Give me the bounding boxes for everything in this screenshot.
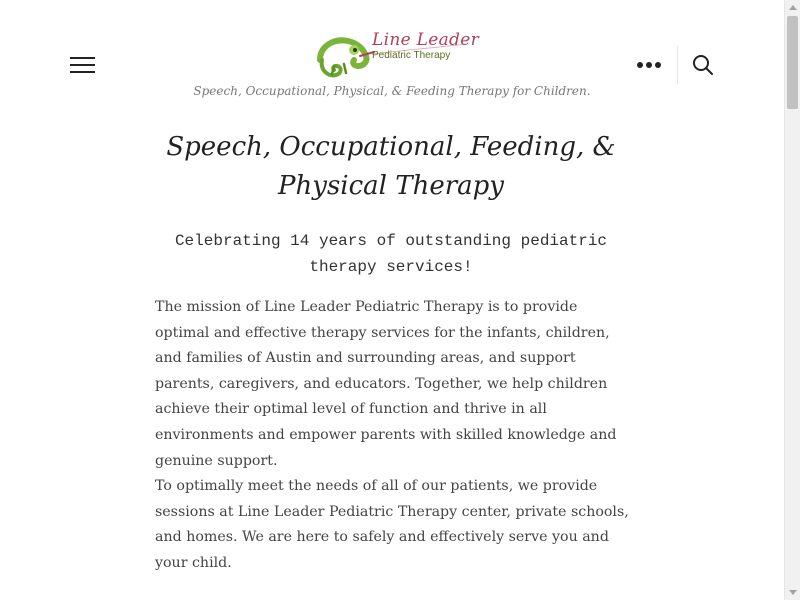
services-paragraph: To optimally meet the needs of all of our patients, we provide sessions at Line Leader Pediatric Therapy center, private schools, and homes. We are here to safely and effectively serve you and your child. xyxy=(155,478,629,571)
scroll-up-arrow-icon[interactable] xyxy=(789,5,797,10)
mission-paragraph: The mission of Line Leader Pediatric Therapy is to provide optimal and effective therapy services for the infants, children, and families of Austin and surrounding areas, and support parents, caregivers, and educators. Together, we help children achieve their optimal level of function and thrive in all environments and empower parents with skilled knowledge and genuine support. xyxy=(155,299,617,469)
scroll-down-arrow-icon[interactable] xyxy=(789,590,797,595)
more-button[interactable] xyxy=(636,61,664,71)
scrollbar-thumb[interactable] xyxy=(787,16,798,109)
site-tagline: Speech, Occupational, Physical, & Feeding Therapy for Children. xyxy=(193,84,591,98)
vertical-scrollbar[interactable] xyxy=(784,0,800,600)
menu-button[interactable] xyxy=(70,55,96,75)
header-divider xyxy=(677,46,678,84)
page-title: Speech, Occupational, Feeding, & Physical Therapy xyxy=(166,132,616,201)
logo-subtitle[interactable]: Pediatric Therapy xyxy=(372,50,451,61)
hamburger-menu-icon xyxy=(70,57,95,59)
search-button[interactable] xyxy=(692,54,714,76)
search-icon xyxy=(694,56,712,74)
logo-title[interactable]: Line Leader xyxy=(372,30,479,50)
celebration-banner: Celebrating 14 years of outstanding pediatric therapy services! xyxy=(174,232,608,276)
more-dots-icon xyxy=(637,62,643,68)
